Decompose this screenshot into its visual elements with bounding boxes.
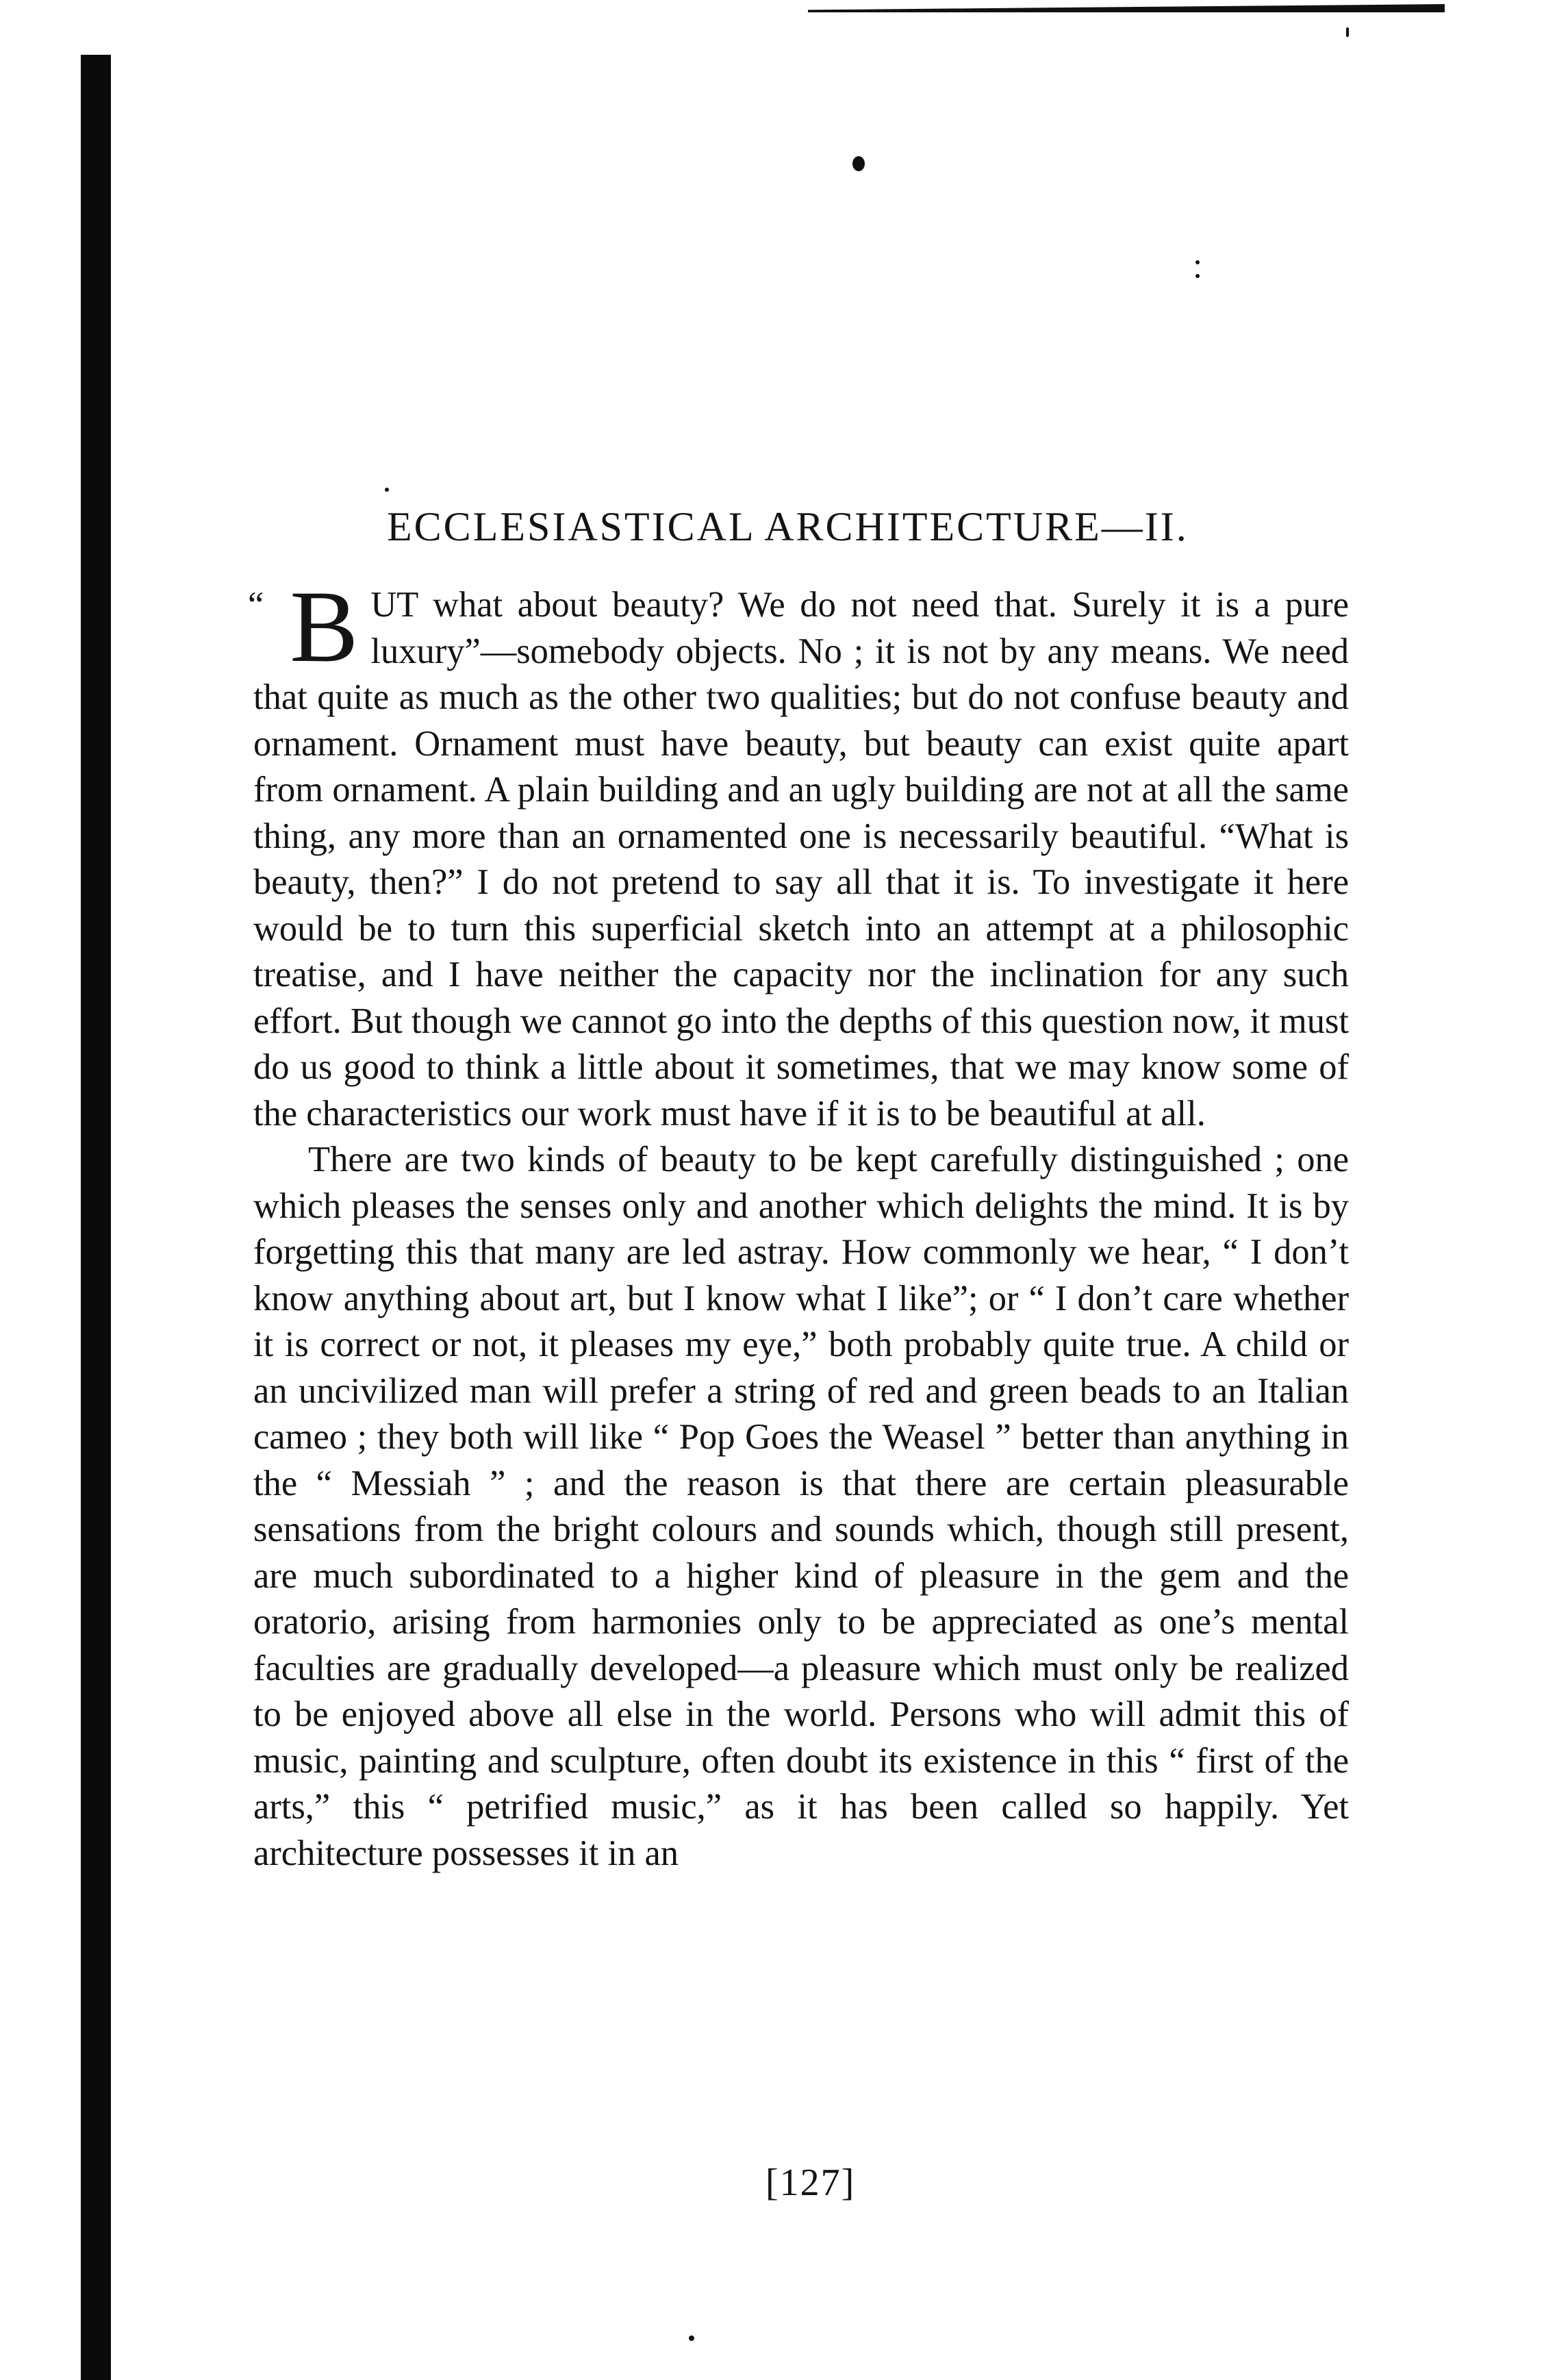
body-text [248, 570, 1349, 1877]
ink-speck [689, 2335, 694, 2341]
book-binding-shadow [81, 55, 111, 2380]
paragraph-1 [248, 570, 1349, 1137]
ink-speck [1346, 27, 1349, 37]
ink-speck [1195, 274, 1200, 278]
opening-quote: “ [248, 585, 264, 625]
scan-top-rule [808, 4, 1445, 12]
paragraph-2: There are two kinds of beauty to be kept carefully distinguished ; one which pleases the senses only and another which delights the mind. It is by forgetting this that many are led astray. How commonly we hear, “ I don’t know anything about art, but I know what I like”; or “ I don’t care whether it is correct or not, it pleases my eye,” both probably quite true. A child or an uncivilized man will prefer a string of red and green beads to an Italian cameo ; they both will like “ Pop Goes the Weasel ” better than anything in the “ Messiah ” ; and the reason is that there are certain pleasurable sensations from the bright colours and sounds which, though still present, are much subordinated to a higher kind of pleasure in the gem and the oratorio, arising from harmonies only to be appreciated as one’s mental faculties are gradually developed—a pleasure which must only be realized to be enjoyed above all else in the world. Persons who will admit this of music, painting and sculpture, often doubt its existence in this “ first of the arts,” this “ petrified music,” as it has been called so happily. Yet architecture possesses it in an [253, 1140, 1349, 1873]
page-number: [127] [765, 2162, 856, 2204]
paragraph-1-text: UT what about beauty? We do not need that. Surely it is a pure luxury”—somebody objects. No ; it is not by any means. We need that quite as much as the other two qualities; but do not confuse beauty and ornament. Ornament must have beauty, but beauty can exist quite apart from ornament. A plain building and an ugly building are not at all the same thing, any more than an ornamented one is necessarily beautiful. “What is beauty, then?” I do not pretend to say all that it is. To investigate it here would be to turn this superficial sketch into an attempt at a philosophic treatise, and I have neither the capacity nor the inclination for any such effort. But though we cannot go into the depths of this question now, it must do us good to think a little about it sometimes, that we may know some of the characteristics our work must have if it is to be beautiful at all. [253, 585, 1349, 1133]
ink-speck [852, 156, 865, 171]
drop-cap: B [290, 570, 359, 684]
ink-speck [385, 488, 389, 492]
running-header: ECCLESIASTICAL ARCHITECTURE—II. [387, 504, 1189, 549]
ink-speck [1195, 260, 1200, 264]
